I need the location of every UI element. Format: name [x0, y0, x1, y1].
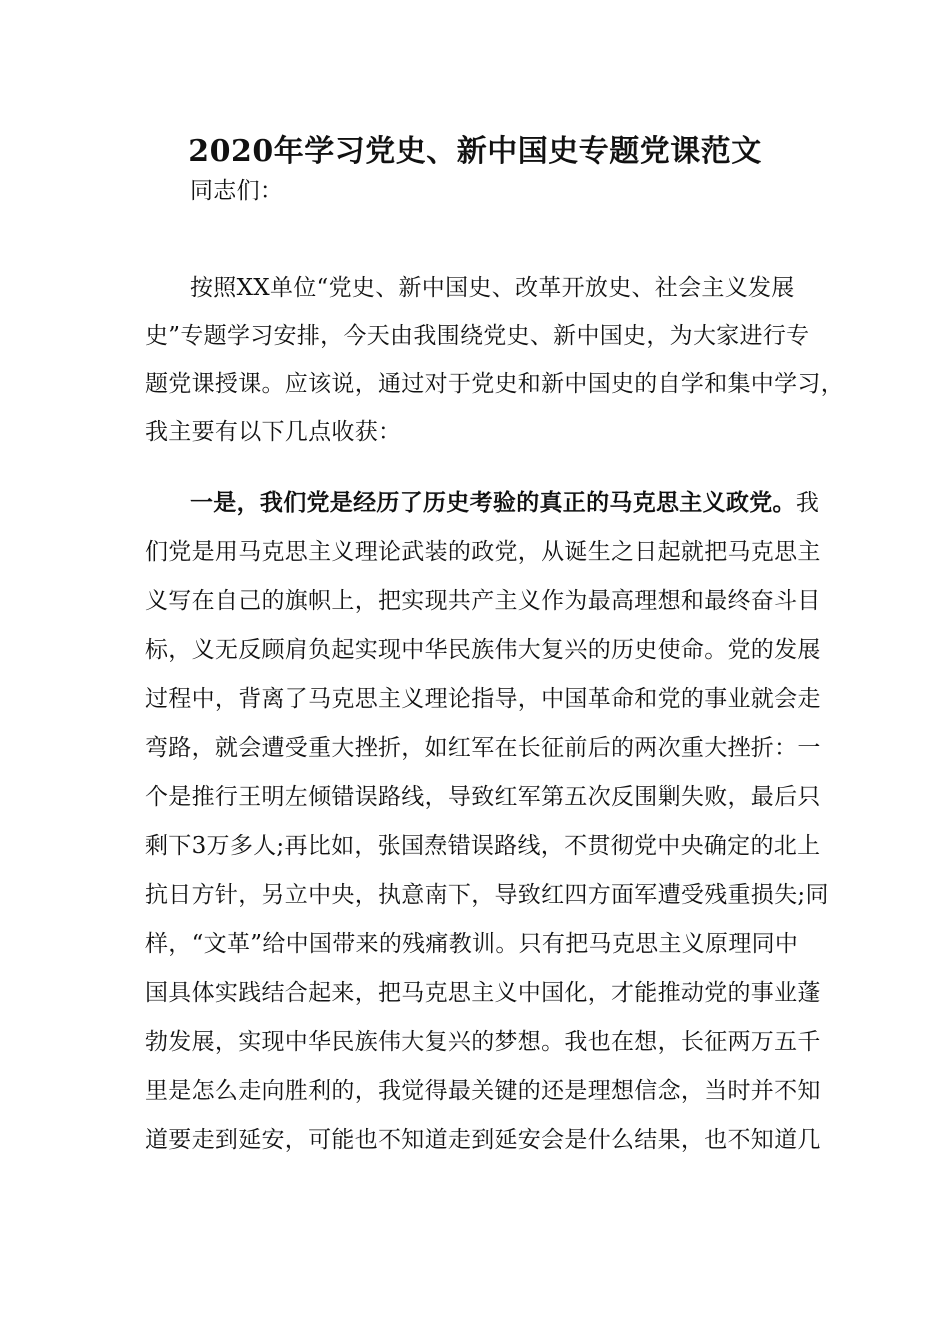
paragraph-2-line-9: 抗日方针，另立中央，执意南下，导致红四方面军遭受残重损失;同 [145, 882, 829, 908]
paragraph-2-line-3: 义写在自己的旗帜上，把实现共产主义作为最高理想和最终奋斗目 [145, 588, 821, 614]
document-title: 2020年学习党史、新中国史专题党课范文 [188, 134, 762, 169]
paragraph-2-line-5: 过程中，背离了马克思主义理论指导，中国革命和党的事业就会走 [145, 686, 821, 712]
paragraph-2-line-7: 个是推行王明左倾错误路线，导致红军第五次反围剿失败，最后只 [145, 784, 821, 810]
paragraph-2-line-6: 弯路，就会遭受重大挫折，如红军在长征前后的两次重大挫折：一 [145, 735, 821, 761]
paragraph-2-line-8: 剩下3万多人;再比如，张国焘错误路线，不贯彻党中央确定的北上 [145, 833, 821, 859]
paragraph-1-line-2: 史”专题学习安排，今天由我围绕党史、新中国史，为大家进行专 [145, 323, 810, 349]
paragraph-2-line-4: 标，义无反顾肩负起实现中华民族伟大复兴的历史使命。党的发展 [145, 637, 821, 663]
paragraph-2-line-1-rest: 我 [795, 490, 820, 516]
paragraph-2-line-10: 样，“文革”给中国带来的残痛教训。只有把马克思主义原理同中 [145, 931, 799, 957]
paragraph-2-line-11: 国具体实践结合起来，把马克思主义中国化，才能推动党的事业蓬 [145, 980, 821, 1006]
paragraph-1-line-1: 按照XX单位“党史、新中国史、改革开放史、社会主义发展 [190, 275, 795, 301]
paragraph-2-line-1 [190, 488, 820, 518]
salutation: 同志们： [190, 178, 284, 204]
paragraph-1-line-3: 题党课授课。应该说，通过对于党史和新中国史的自学和集中学习， [145, 371, 844, 397]
paragraph-2-heading: 一是，我们党是经历了历史考验的真正的马克思主义政党。 [190, 489, 796, 516]
paragraph-1-line-4: 我主要有以下几点收获： [145, 419, 402, 445]
paragraph-2-line-2: 们党是用马克思主义理论武装的政党，从诞生之日起就把马克思主 [145, 539, 821, 565]
paragraph-2-line-14: 道要走到延安，可能也不知道走到延安会是什么结果，也不知道几 [145, 1127, 821, 1153]
paragraph-2-line-13: 里是怎么走向胜利的，我觉得最关键的还是理想信念，当时并不知 [145, 1078, 821, 1104]
paragraph-2-line-12: 勃发展，实现中华民族伟大复兴的梦想。我也在想，长征两万五千 [145, 1029, 821, 1055]
